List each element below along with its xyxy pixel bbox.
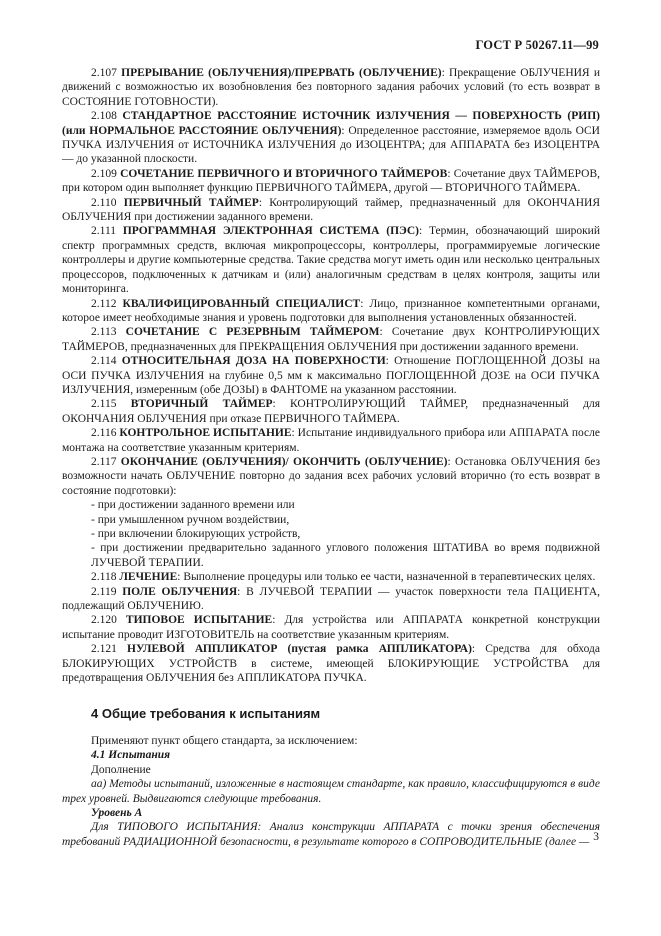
document-body bbox=[62, 66, 600, 849]
term-number: 2.120 bbox=[91, 614, 117, 627]
term-number: 2.121 bbox=[91, 643, 117, 656]
term-number: 2.117 bbox=[91, 455, 117, 468]
term-number: 2.108 bbox=[91, 110, 117, 123]
term-definition: : Определенное расстояние, измеряемое вдоль ОСИ ПУЧКА ИЗЛУЧЕНИЯ от ИСТОЧНИКА ИЗЛУЧЕНИЯ до ИЗОЦЕНТРА; для АППАРАТА без ИЗОЦЕНТРА — до указанной плоскости. bbox=[62, 124, 600, 166]
section-heading: 4 Общие требования к испытаниям bbox=[91, 706, 321, 722]
addition-label: Дополнение bbox=[91, 763, 151, 776]
term-definition: : Отношение ПОГЛОЩЕННОЙ ДОЗЫ на ОСИ ПУЧКА ИЗЛУЧЕНИЯ на глубине 0,5 мм к максимально ПОГЛОЩЕННОЙ ДОЗЕ на ОСИ ПУЧКА ИЗЛУЧЕНИЯ, измеренным (обе ДОЗЫ) в ФАНТОМЕ на указанном расстоянии. bbox=[62, 355, 600, 396]
term-title: СОЧЕТАНИЕ С РЕЗЕРВНЫМ ТАЙМЕРОМ bbox=[125, 326, 380, 339]
term-title: ВТОРИЧНЫЙ ТАЙМЕР bbox=[130, 398, 273, 411]
bullet-item: - при умышленном ручном воздействии, bbox=[91, 513, 290, 526]
term-title: КВАЛИФИЦИРОВАННЫЙ СПЕЦИАЛИСТ bbox=[122, 297, 361, 310]
term-number: 2.110 bbox=[91, 196, 117, 209]
term-title: ПЕРВИЧНЫЙ ТАЙМЕР bbox=[123, 196, 259, 209]
term-entry bbox=[62, 426, 600, 455]
level-heading: Уровень А bbox=[91, 806, 143, 819]
term-number: 2.114 bbox=[91, 355, 117, 368]
term-entry bbox=[62, 570, 600, 584]
term-number: 2.119 bbox=[91, 585, 117, 598]
term-title: НУЛЕВОЙ АППЛИКАТОР (пустая рамка АППЛИКАТОРА) bbox=[127, 643, 472, 656]
term-title: КОНТРОЛЬНОЕ ИСПЫТАНИЕ bbox=[119, 427, 292, 440]
term-entry bbox=[62, 613, 600, 642]
term-entry bbox=[62, 397, 600, 426]
subsection-heading: 4.1 Испытания bbox=[91, 749, 171, 762]
paragraph-aa: аа) Методы испытаний, изложенные в настоящем стандарте, как правило, классифицируются в виде трех уровней. Выдвигаются следующие требования. bbox=[62, 778, 600, 805]
term-title: ТИПОВОЕ ИСПЫТАНИЕ bbox=[125, 614, 273, 627]
term-title: ОКОНЧАНИЕ (ОБЛУЧЕНИЯ)/ ОКОНЧИТЬ (ОБЛУЧЕНИЕ) bbox=[120, 455, 448, 468]
term-entry bbox=[62, 585, 600, 614]
term-number: 2.115 bbox=[91, 398, 117, 411]
document-header: ГОСТ Р 50267.11—99 bbox=[475, 38, 599, 52]
term-title: ПРЕРЫВАНИЕ (ОБЛУЧЕНИЯ)/ПРЕРВАТЬ (ОБЛУЧЕНИЕ) bbox=[121, 67, 442, 79]
bullet-list bbox=[62, 498, 600, 570]
term-entry bbox=[62, 109, 600, 167]
term-number: 2.116 bbox=[91, 427, 117, 440]
term-title: ПРОГРАММНАЯ ЭЛЕКТРОННАЯ СИСТЕМА (ПЭС) bbox=[122, 225, 419, 238]
term-entry bbox=[62, 224, 600, 296]
term-definition: : Прекращение ОБЛУЧЕНИЯ и движений с возможностью их возобновления без повторного задания рабочих условий (то есть возврат в СОСТОЯНИЕ ГОТОВНОСТИ). bbox=[62, 67, 600, 108]
term-entry bbox=[62, 455, 600, 498]
term-definition: : КОНТРОЛИРУЮЩИЙ ТАЙМЕР, предназначенный для ОКОНЧАНИЯ ОБЛУЧЕНИЯ при отказе ПЕРВИЧНОГО ТАЙМЕРА. bbox=[62, 398, 600, 425]
term-definition: : Контролирующий таймер, предназначенный для ОКОНЧАНИЯ ОБЛУЧЕНИЯ при достижении заданного времени. bbox=[62, 196, 601, 224]
term-number: 2.107 bbox=[91, 67, 117, 79]
term-definition: : Выполнение процедуры или только ее части, назначенной в терапевтических целях. bbox=[177, 571, 596, 584]
term-definition: : Для устройства или АППАРАТА конкретной конструкции испытание проводит ИЗГОТОВИТЕЛЬ на соответствие указанным критериям. bbox=[62, 614, 600, 641]
terms-list bbox=[62, 66, 600, 498]
term-title: ПОЛЕ ОБЛУЧЕНИЯ bbox=[122, 585, 238, 598]
bullet-item: - при включении блокирующих устройств, bbox=[91, 528, 301, 540]
term-number: 2.112 bbox=[91, 297, 117, 310]
term-title: СТАНДАРТНОЕ РАССТОЯНИЕ ИСТОЧНИК ИЗЛУЧЕНИЯ — ПОВЕРХНОСТЬ (РИП) (или НОРМАЛЬНОЕ РАССТОЯНИЕ ОБЛУЧЕНИЯ) bbox=[62, 110, 601, 137]
bullet-item: - при достижении предварительно заданного углового положения ШТАТИВА во время подвижной ЛУЧЕВОЙ ТЕРАПИИ. bbox=[91, 542, 600, 569]
term-number: 2.113 bbox=[91, 326, 117, 339]
term-definition: : Сочетание двух ТАЙМЕРОВ, при котором один выполняет функцию ПЕРВИЧНОГО ТАЙМЕРА, другой — ВТОРИЧНОГО ТАЙМЕРА. bbox=[62, 167, 601, 195]
paragraph-last: Для ТИПОВОГО ИСПЫТАНИЯ: Анализ конструкции АППАРАТА с точки зрения обеспечения требований РАДИАЦИОННОЙ безопасности, в результате которого в СОПРОВОДИТЕЛЬНЫЕ (далее — bbox=[62, 821, 600, 848]
term-definition: : Сочетание двух КОНТРОЛИРУЮЩИХ ТАЙМЕРОВ, предназначенных для ПРЕКРАЩЕНИЯ ОБЛУЧЕНИЯ при достижении заданного времени. bbox=[62, 326, 601, 353]
term-definition: : Лицо, признанное компетентными органами, которое имеет необходимые знания и уровень подготовки для выполнения установленных обязанностей. bbox=[62, 297, 601, 324]
term-entry bbox=[62, 66, 600, 109]
term-title: ОТНОСИТЕЛЬНАЯ ДОЗА НА ПОВЕРХНОСТИ bbox=[121, 355, 386, 368]
term-entry bbox=[62, 354, 600, 397]
term-number: 2.109 bbox=[91, 167, 117, 180]
term-definition: : Остановка ОБЛУЧЕНИЯ без возможности начать ОБЛУЧЕНИЕ повторно до задания всех рабочих условий вторично (то есть возврат в состояние подготовки): bbox=[62, 455, 600, 497]
term-entry bbox=[62, 167, 600, 196]
term-definition: : Термин, обозначающий широкий спектр программных средств, включая микропроцессоры, контроллеры, программируемые логические контроллеры и другие компьютерные средства. Такие средства могут иметь один или несколько центральных процессоров, подключенных к датчикам и (или) аналогичным средствам в целях контроля, защиты или мониторинга. bbox=[62, 225, 600, 296]
term-entry bbox=[62, 642, 600, 685]
term-title: ЛЕЧЕНИЕ bbox=[119, 571, 178, 584]
term-title: СОЧЕТАНИЕ ПЕРВИЧНОГО И ВТОРИЧНОГО ТАЙМЕРОВ bbox=[120, 167, 448, 180]
bullet-item: - при достижении заданного времени или bbox=[91, 499, 295, 512]
page-number: 3 bbox=[593, 831, 599, 843]
term-entry bbox=[62, 325, 600, 354]
term-number: 2.118 bbox=[91, 571, 117, 584]
term-entry bbox=[62, 297, 600, 326]
terms-list-2 bbox=[62, 570, 600, 685]
term-definition: : Средства для обхода БЛОКИРУЮЩИХ УСТРОЙСТВ в системе, имеющей БЛОКИРУЮЩИЕ УСТРОЙСТВА для предотвращения ОБЛУЧЕНИЯ без АППЛИКАТОРА ПУЧКА. bbox=[62, 643, 600, 685]
term-definition: : В ЛУЧЕВОЙ ТЕРАПИИ — участок поверхности тела ПАЦИЕНТА, подлежащий ОБЛУЧЕНИЮ. bbox=[62, 585, 601, 613]
intro-text: Применяют пункт общего стандарта, за исключением: bbox=[91, 734, 358, 747]
term-definition: : Испытание индивидуального прибора или АППАРАТА после монтажа на соответствие указанным критериям. bbox=[62, 427, 600, 454]
term-entry bbox=[62, 196, 600, 225]
term-number: 2.111 bbox=[91, 225, 117, 238]
